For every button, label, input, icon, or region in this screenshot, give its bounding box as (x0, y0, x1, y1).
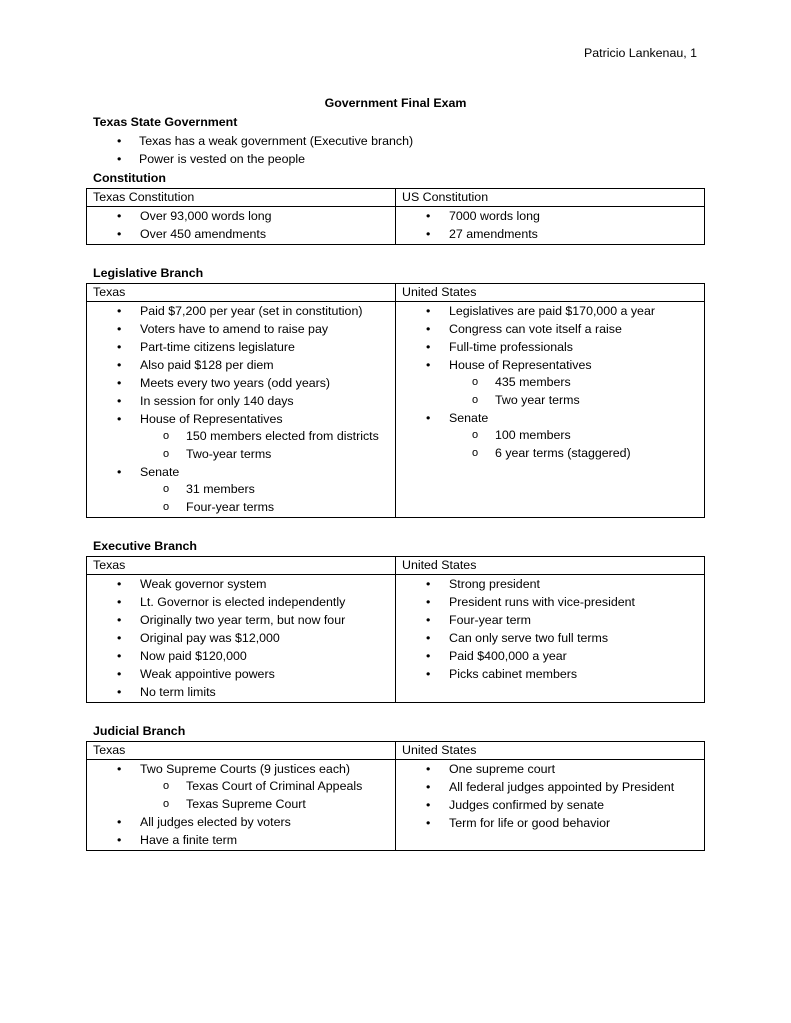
list-item: • In session for only 140 days (93, 392, 395, 410)
sub-list-item: o Two year terms (449, 392, 704, 410)
document-title: Government Final Exam (324, 96, 467, 110)
list-item: • Strong president (402, 575, 704, 593)
table-header-left: Texas (87, 557, 396, 575)
list-item: • Picks cabinet members (402, 665, 704, 683)
list-item: • Weak governor system (93, 575, 395, 593)
list-item: House of Representatives (140, 412, 283, 426)
list-item-container (93, 463, 395, 516)
list-item: • 7000 words long (402, 207, 704, 225)
section-heading-legislative-branch: Legislative Branch (93, 266, 204, 280)
constitution-table (86, 188, 705, 245)
list-item: • Full-time professionals (402, 338, 704, 356)
page-header-author: Patricio Lankenau, 1 (584, 46, 697, 60)
list-item: • Texas has a weak government (Executive branch) (86, 132, 705, 150)
table-header-right: US Constitution (396, 189, 705, 207)
table-header-left: Texas (87, 284, 396, 302)
legislative-table (86, 283, 705, 518)
list-item: • No term limits (93, 683, 395, 701)
section-heading-constitution: Constitution (93, 171, 166, 185)
table-cell-right (396, 302, 705, 518)
table-header-right: United States (396, 284, 705, 302)
table-cell-left (87, 207, 396, 245)
list-item: • Also paid $128 per diem (93, 356, 395, 374)
sub-list-item: o Two-year terms (140, 446, 395, 464)
intro-list (86, 132, 705, 168)
list-item: • Over 450 amendments (93, 225, 395, 243)
list-item: • One supreme court (402, 760, 704, 778)
list-item: • Over 93,000 words long (93, 207, 395, 225)
list-item: • President runs with vice-president (402, 593, 704, 611)
list-item: • Legislatives are paid $170,000 a year (402, 302, 704, 320)
sub-list-item: o Four-year terms (140, 499, 395, 517)
list-item-container (402, 356, 704, 409)
section-heading-judicial-branch: Judicial Branch (93, 724, 186, 738)
sub-list-item: o 150 members elected from districts (140, 428, 395, 446)
sub-list-item: o 435 members (449, 374, 704, 392)
table-cell-left (87, 575, 396, 703)
table-cell-right (396, 207, 705, 245)
sub-list-item: o 100 members (449, 427, 704, 445)
list-item: Two Supreme Courts (9 justices each) (140, 762, 351, 776)
list-item: • 27 amendments (402, 225, 704, 243)
sub-list-item: o 31 members (140, 481, 395, 499)
judicial-table (86, 741, 705, 851)
list-item: • Original pay was $12,000 (93, 629, 395, 647)
list-item: • Term for life or good behavior (402, 814, 704, 832)
list-item: Senate (140, 465, 180, 479)
list-item: • Weak appointive powers (93, 665, 395, 683)
list-item: Senate (449, 411, 489, 425)
list-item: • Originally two year term, but now four (93, 611, 395, 629)
list-item-container (93, 760, 395, 813)
table-header-left: Texas Constitution (87, 189, 396, 207)
list-item: • Voters have to amend to raise pay (93, 320, 395, 338)
list-item: • All judges elected by voters (93, 813, 395, 831)
list-item: • Judges confirmed by senate (402, 796, 704, 814)
section-heading-texas-state-government: Texas State Government (93, 115, 238, 129)
section-heading-executive-branch: Executive Branch (93, 539, 197, 553)
sub-list-item: o Texas Court of Criminal Appeals (140, 778, 395, 796)
list-item: • Now paid $120,000 (93, 647, 395, 665)
list-item: • Congress can vote itself a raise (402, 320, 704, 338)
list-item: • All federal judges appointed by President (402, 778, 704, 796)
table-header-right: United States (396, 742, 705, 760)
table-header-right: United States (396, 557, 705, 575)
list-item: • Lt. Governor is elected independently (93, 593, 395, 611)
list-item: • Part-time citizens legislature (93, 338, 395, 356)
list-item: • Paid $400,000 a year (402, 647, 704, 665)
list-item-container (93, 410, 395, 463)
table-cell-left (87, 302, 396, 518)
table-cell-left (87, 760, 396, 851)
list-item: • Power is vested on the people (86, 150, 705, 168)
list-item: • Four-year term (402, 611, 704, 629)
list-item: House of Representatives (449, 358, 592, 372)
list-item: • Paid $7,200 per year (set in constitution) (93, 302, 395, 320)
sub-list-item: o Texas Supreme Court (140, 796, 395, 814)
executive-table (86, 556, 705, 703)
table-cell-right (396, 575, 705, 703)
table-cell-right (396, 760, 705, 851)
table-header-left: Texas (87, 742, 396, 760)
list-item: • Can only serve two full terms (402, 629, 704, 647)
document-body (86, 94, 705, 851)
list-item-container (402, 409, 704, 462)
sub-list-item: o 6 year terms (staggered) (449, 445, 704, 463)
list-item: • Have a finite term (93, 831, 395, 849)
list-item: • Meets every two years (odd years) (93, 374, 395, 392)
